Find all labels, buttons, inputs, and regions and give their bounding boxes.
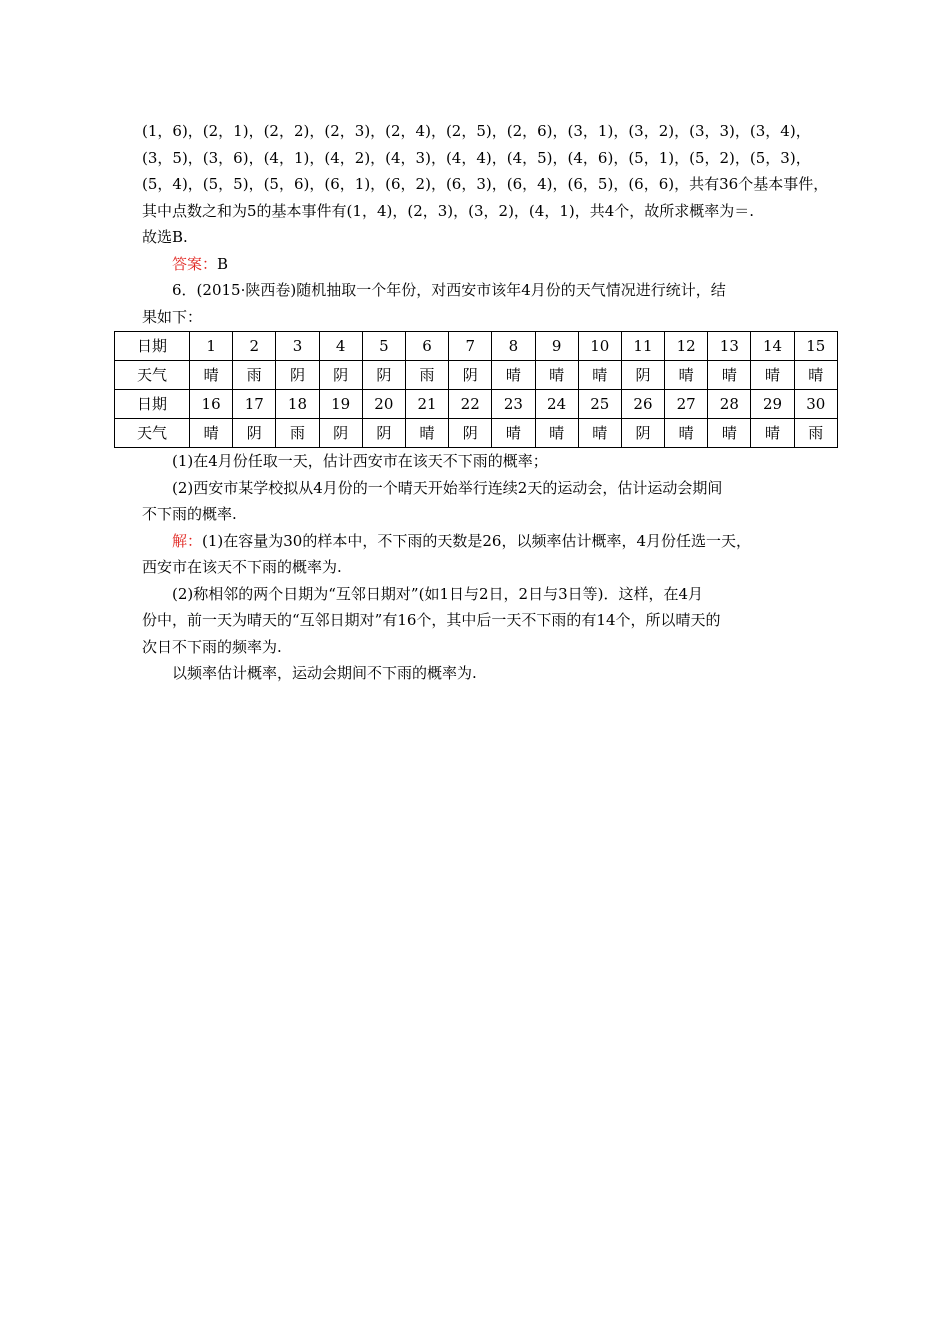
sample-space-line-4: 其中点数之和为5的基本事件有(1，4)，(2，3)，(3，2)，(4，1)，共4个，故所求概率为＝.: [142, 201, 755, 220]
date-header-cell: 日期: [115, 332, 190, 361]
date-cell: 28: [708, 390, 751, 419]
date-cell: 17: [233, 390, 276, 419]
question-6-line-1: 6．(2015·陕西卷)随机抽取一个年份，对西安市该年4月份的天气情况进行统计，结: [172, 281, 726, 299]
weather-header-cell: 天气: [115, 361, 190, 390]
weather-cell: 晴: [708, 419, 751, 448]
date-cell: 24: [535, 390, 578, 419]
sample-space-line-1: (1，6)，(2，1)，(2，2)，(2，3)，(2，4)，(2，5)，(2，6)，(3，1)，(3，2)，(3，3)，(3，4)，: [142, 122, 811, 140]
date-cell: 27: [665, 390, 708, 419]
date-cell: 12: [665, 332, 708, 361]
date-cell: 21: [405, 390, 448, 419]
weather-cell: 晴: [665, 419, 708, 448]
sample-space-line-3: (5，4)，(5，5)，(5，6)，(6，1)，(6，2)，(6，3)，(6，4)，(6，5)，(6，6)，共有36个基本事件，: [142, 175, 829, 193]
weather-cell: 阴: [276, 361, 319, 390]
answer-line: [142, 251, 832, 278]
date-cell: 14: [751, 332, 794, 361]
date-cell: 6: [405, 332, 448, 361]
date-cell: 30: [794, 390, 837, 419]
weather-cell: 晴: [492, 419, 535, 448]
date-cell: 26: [621, 390, 664, 419]
weather-cell: 阴: [449, 361, 492, 390]
solution-1-line-2: 西安市在该天不下雨的概率为.: [142, 558, 342, 576]
date-cell: 1: [190, 332, 233, 361]
weather-cell: 阴: [362, 361, 405, 390]
sub-question-1: (1)在4月份任取一天，估计西安市在该天不下雨的概率；: [172, 452, 548, 470]
date-cell: 2: [233, 332, 276, 361]
date-cell: 4: [319, 332, 362, 361]
date-cell: 19: [319, 390, 362, 419]
weather-cell: 雨: [276, 419, 319, 448]
date-cell: 15: [794, 332, 837, 361]
date-cell: 22: [449, 390, 492, 419]
weather-header-cell: 天气: [115, 419, 190, 448]
date-cell: 18: [276, 390, 319, 419]
table-row-weather-2: [115, 419, 838, 448]
weather-cell: 阴: [621, 361, 664, 390]
solution-3-line: 以频率估计概率，运动会期间不下雨的概率为.: [172, 664, 477, 682]
weather-cell: 晴: [535, 361, 578, 390]
weather-cell: 阴: [449, 419, 492, 448]
solution-1-text: (1)在容量为30的样本中，不下雨的天数是26，以频率估计概率，4月份任选一天，: [202, 531, 751, 550]
sub-question-2-line-2: 不下雨的概率.: [142, 505, 237, 523]
document-body: [136, 118, 832, 687]
sample-space-line-2: (3，5)，(3，6)，(4，1)，(4，2)，(4，3)，(4，4)，(4，5)，(4，6)，(5，1)，(5，2)，(5，3)，: [142, 148, 811, 167]
weather-cell: 晴: [190, 361, 233, 390]
answer-value: B: [217, 254, 229, 273]
table-row-dates-2: [115, 390, 838, 419]
weather-cell: 阴: [362, 419, 405, 448]
solution-2-line-3: 次日不下雨的频率为.: [142, 637, 282, 656]
date-cell: 16: [190, 390, 233, 419]
weather-cell: 晴: [751, 419, 794, 448]
weather-cell: 晴: [405, 419, 448, 448]
solution-1-line-1: [142, 528, 832, 555]
weather-cell: 雨: [233, 361, 276, 390]
date-header-cell: 日期: [115, 390, 190, 419]
date-cell: 25: [578, 390, 621, 419]
table-row-dates-1: [115, 332, 838, 361]
weather-cell: 晴: [578, 361, 621, 390]
date-cell: 7: [449, 332, 492, 361]
weather-cell: 晴: [751, 361, 794, 390]
date-cell: 13: [708, 332, 751, 361]
date-cell: 23: [492, 390, 535, 419]
weather-cell: 晴: [794, 361, 837, 390]
weather-cell: 晴: [535, 419, 578, 448]
weather-cell: 雨: [794, 419, 837, 448]
weather-cell: 阴: [319, 419, 362, 448]
solution-2-line-2: 份中，前一天为晴天的“互邻日期对”有16个，其中后一天不下雨的有14个，所以晴天的: [142, 611, 721, 629]
date-cell: 29: [751, 390, 794, 419]
question-6-line-2: 果如下：: [142, 307, 203, 326]
weather-cell: 晴: [492, 361, 535, 390]
solution-label: 解：: [172, 531, 203, 550]
sub-question-2-line-1: (2)西安市某学校拟从4月份的一个晴天开始举行连续2天的运动会，估计运动会期间: [172, 478, 723, 497]
weather-cell: 晴: [190, 419, 233, 448]
weather-cell: 阴: [319, 361, 362, 390]
weather-cell: 晴: [578, 419, 621, 448]
date-cell: 5: [362, 332, 405, 361]
date-cell: 20: [362, 390, 405, 419]
weather-cell: 晴: [708, 361, 751, 390]
weather-cell: 阴: [621, 419, 664, 448]
solution-2-line-1: (2)称相邻的两个日期为“互邻日期对”(如1日与2日，2日与3日等)．这样，在4月: [172, 584, 704, 603]
date-cell: 9: [535, 332, 578, 361]
conclusion-line: 故选B.: [142, 228, 188, 246]
weather-cell: 阴: [233, 419, 276, 448]
weather-cell: 雨: [405, 361, 448, 390]
weather-cell: 晴: [665, 361, 708, 390]
date-cell: 10: [578, 332, 621, 361]
weather-table: [114, 331, 838, 448]
answer-label: 答案：: [172, 254, 218, 273]
date-cell: 3: [276, 332, 319, 361]
table-row-weather-1: [115, 361, 838, 390]
date-cell: 11: [621, 332, 664, 361]
date-cell: 8: [492, 332, 535, 361]
